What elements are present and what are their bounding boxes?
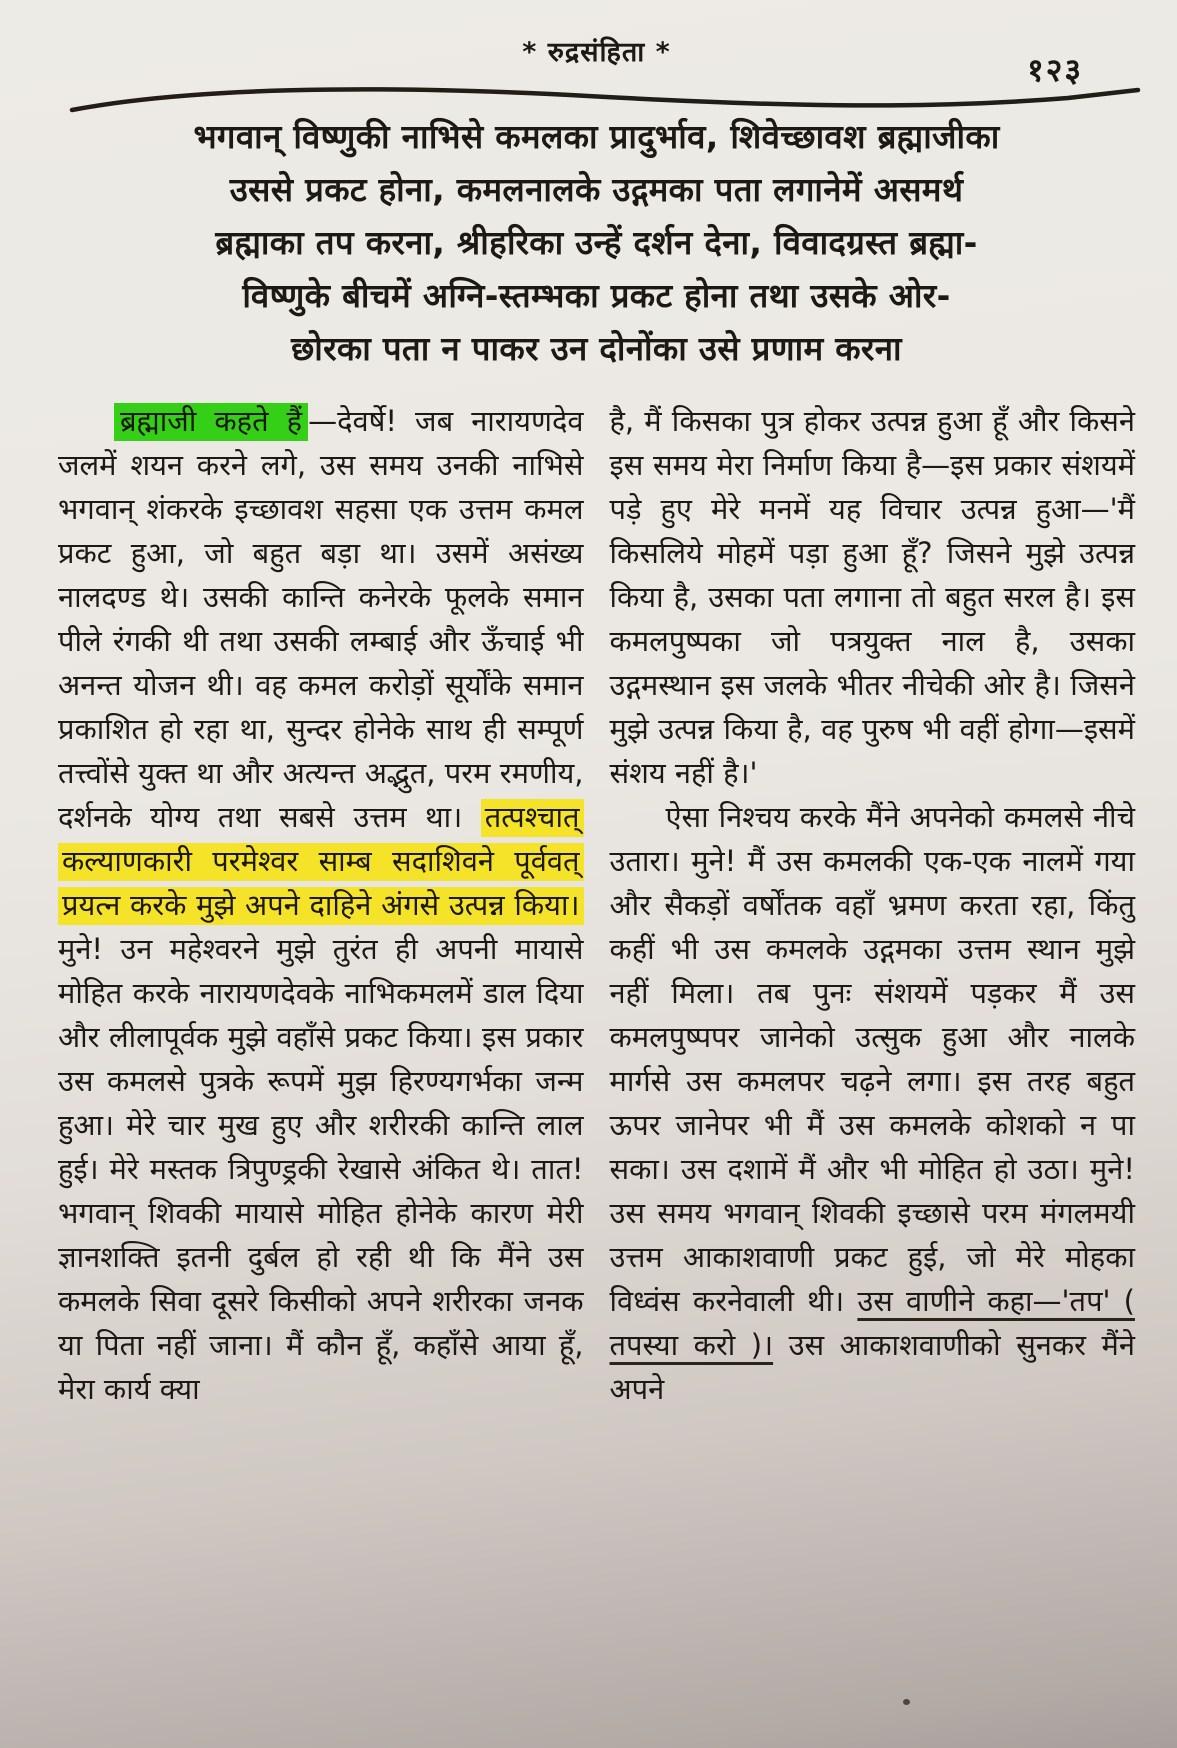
- header-divider-rule: [68, 70, 1143, 122]
- heading-line: विष्णुके बीचमें अग्नि-स्तम्भका प्रकट होना तथा उसके ओर-: [242, 276, 951, 315]
- body-text: मुने! उन महेश्वरने मुझे तुरंत ही अपनी मायासे मोहित करके नारायणदेवके नाभिकमलमें डाल दिया और लीलापूर्वक मुझे वहाँसे प्रकट किया। इस प्रकार उस कमलसे पुत्रके रूपमें मुझ हिरण्यगर्भका जन्म हुआ। मेरे चार मुख हुए और शरीरकी कान्ति लाल हुई। मेरे मस्तक त्रिपुण्ड्रकी रेखासे अंकित थे। तात! भगवान् शिवकी मायासे मोहित होनेके कारण मेरी ज्ञानशक्ति इतनी दुर्बल हो रही थी कि मैंने उस कमलके सिवा दूसरे किसीको अपने शरीरका जनक या पिता नहीं जाना। मैं कौन हूँ, कहाँसे आया हूँ, मेरा कार्य क्या: [58, 932, 584, 1406]
- paragraph-continuation: [610, 399, 1136, 795]
- page-number: १२३: [1027, 51, 1083, 89]
- right-column: [610, 399, 1136, 1411]
- green-highlighted-speaker: ब्रह्माजी कहते हैं: [114, 403, 308, 441]
- chapter-summary-heading: [58, 110, 1135, 375]
- heading-line: छोरका पता न पाकर उन दोनोंका उसे प्रणाम करना: [291, 329, 902, 368]
- paragraph-resolve: [610, 795, 1136, 1411]
- yellow-highlighted-text: तत्पश्चात् कल्याणकारी परमेश्वर साम्ब सदाशिवने पूर्ववत् प्रयत्न करके मुझे अपने दाहिने अंगसे उत्पन्न किया।: [58, 799, 584, 925]
- body-text: उस आकाशवाणीको सुनकर मैंने अपने: [609, 1328, 1135, 1406]
- two-column-body: [58, 399, 1135, 1411]
- heading-line: ब्रह्माका तप करना, श्रीहरिका उन्हें दर्शन देना, विवादग्रस्त ब्रह्मा-: [215, 223, 978, 262]
- page-header: [58, 24, 1135, 100]
- heading-line: उससे प्रकट होना, कमलनालके उद्गमका पता लगानेमें असमर्थ: [229, 170, 964, 209]
- body-text: ऐसा निश्चय करके मैंने अपनेको कमलसे नीचे उतारा। मुने! मैं उस कमलकी एक-एक नालमें गया और सैकड़ों वर्षोंतक वहाँ भ्रमण करता रहा, किंतु कहीं भी उस कमलके उद्गमका उत्तम स्थान मुझे नहीं मिला। तब पुनः संशयमें पड़कर मैं उस कमलपुष्पपर जानेको उत्सुक हुआ और नालके मार्गसे उस कमलपर चढ़ने लगा। इस तरह बहुत ऊपर जानेपर भी मैं उस कमलके कोशको न पा सका। उस दशामें मैं और भी मोहित हो उठा। मुने! उस समय भगवान् शिवकी इच्छासे परम मंगलमयी उत्तम आकाशवाणी प्रकट हुई, जो मेरे मोहका विध्वंस करनेवाली थी।: [609, 800, 1135, 1318]
- ink-speck: [903, 1699, 910, 1705]
- body-text: है, मैं किसका पुत्र होकर उत्पन्न हुआ हूँ और किसने इस समय मेरा निर्माण किया है—इस प्रकार संशयमें पड़े हुए मेरे मनमें यह विचार उत्पन्न हुआ—'मैं किसलिये मोहमें पड़ा हुआ हूँ? जिसने मुझे उत्पन्न किया है, उसका पता लगाना तो बहुत सरल है। इस कमलपुष्पका जो पत्रयुक्त नाल है, उसका उद्गमस्थान इस जलके भीतर नीचेकी ओर है। जिसने मुझे उत्पन्न किया है, वह पुरुष भी वहीं होगा—इसमें संशय नहीं है।': [609, 404, 1135, 790]
- body-text: —देवर्षे! जब नारायणदेव जलमें शयन करने लगे, उस समय उनकी नाभिसे भगवान् शंकरके इच्छावश सहसा एक उत्तम कमल प्रकट हुआ, जो बहुत बड़ा था। उसमें असंख्य नालदण्ड थे। उसकी कान्ति कनेरके फूलके समान पीले रंगकी थी तथा उसकी लम्बाई और ऊँचाई भी अनन्त योजन थी। वह कमल करोड़ों सूर्योंके समान प्रकाशित हो रहा था, सुन्दर होनेके साथ ही सम्पूर्ण तत्त्वोंसे युक्त था और अत्यन्त अद्भुत, परम रमणीय, दर्शनके योग्य तथा सबसे उत्तम था।: [58, 404, 584, 834]
- left-column: [58, 399, 584, 1411]
- pen-underlined-text: उस वाणीने कहा—'तप' ( तपस्या करो )।: [609, 1284, 1135, 1362]
- paragraph-brahma-speech: [58, 399, 584, 1411]
- heading-line: भगवान् विष्णुकी नाभिसे कमलका प्रादुर्भाव, शिवेच्छावश ब्रह्माजीका: [193, 117, 1000, 156]
- running-book-title: * रुद्रसंहिता *: [522, 37, 671, 68]
